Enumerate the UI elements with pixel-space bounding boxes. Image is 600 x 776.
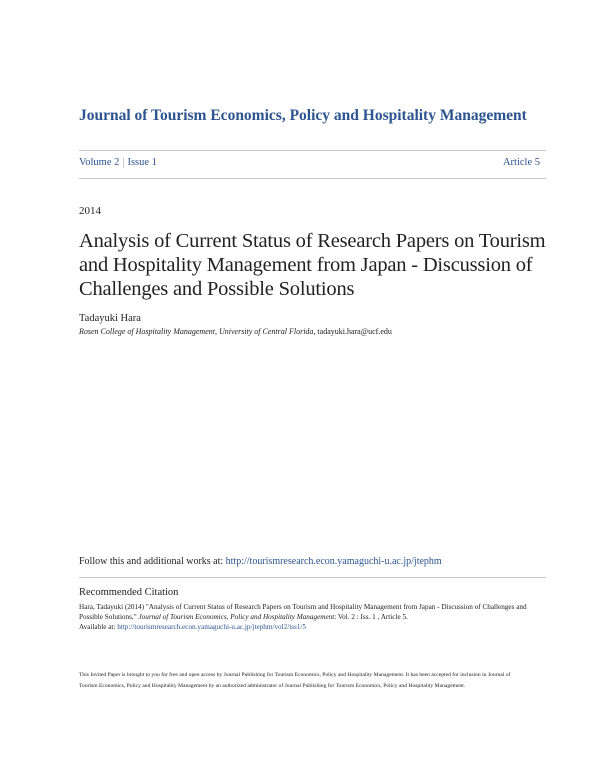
citation-text — [79, 602, 534, 632]
issue-line — [79, 157, 540, 168]
affiliation-university: University of Central Florida — [218, 327, 314, 336]
citation-volume: : Vol. 2 : Iss. 1 , Article 5. — [334, 613, 408, 621]
publication-year: 2014 — [79, 205, 101, 217]
citation-main: Hara, Tadayuki (2014) "Analysis of Current Status of Research Papers on Tourism and Hospitality Management from Japan - Discussion of Challenges and Possible Solutions," — [79, 603, 527, 621]
paper-title: Analysis of Current Status of Research Papers on Tourism and Hospitality Management from Japan - Discussion of Challenges and Possible Solutions — [79, 230, 546, 300]
access-notice: This Invited Paper is brought to you for free and open access by Journal Publishing for Tourism Economics, Policy and Hospitality Management. It has been accepted for inclusion in Journal of Tourism Economics, Policy and Hospitality Management by an authorized administrator of Journal Publishing for Tourism Economics, Policy and Hospitality Management. — [79, 672, 511, 689]
bottom-divider — [79, 178, 546, 179]
affiliation-separator: , — [214, 327, 219, 336]
journal-title-link[interactable]: Journal of Tourism Economics, Policy and Hospitality Management — [79, 107, 527, 124]
affiliation-email: , tadayuki.hara@ucf.edu — [313, 327, 392, 336]
volume-link[interactable]: Volume 2 — [79, 157, 120, 168]
follow-works — [79, 556, 442, 567]
available-label: Available at: — [79, 623, 118, 631]
author-name: Tadayuki Hara — [79, 313, 141, 324]
available-link[interactable]: http://tourismresearch.econ.yamaguchi-u.ac.jp/jtephm/vol2/iss1/5 — [117, 623, 307, 631]
citation-journal: Journal of Tourism Economics, Policy and Hospitality Management — [138, 613, 335, 621]
volume-issue — [79, 157, 157, 168]
volume-issue-separator: | — [122, 157, 125, 168]
top-divider — [79, 150, 546, 151]
affiliation-institution: Rosen College of Hospitality Management — [79, 327, 215, 336]
article-number-link[interactable]: Article 5 — [502, 157, 540, 168]
follow-label: Follow this and additional works at: — [79, 556, 226, 567]
author-affiliation — [79, 327, 392, 336]
follow-link[interactable]: http://tourismresearch.econ.yamaguchi-u.ac.jp/jtephm — [225, 556, 442, 567]
citation-divider — [79, 577, 546, 578]
recommended-citation-heading: Recommended Citation — [79, 587, 179, 598]
issue-link[interactable]: Issue 1 — [127, 157, 157, 168]
